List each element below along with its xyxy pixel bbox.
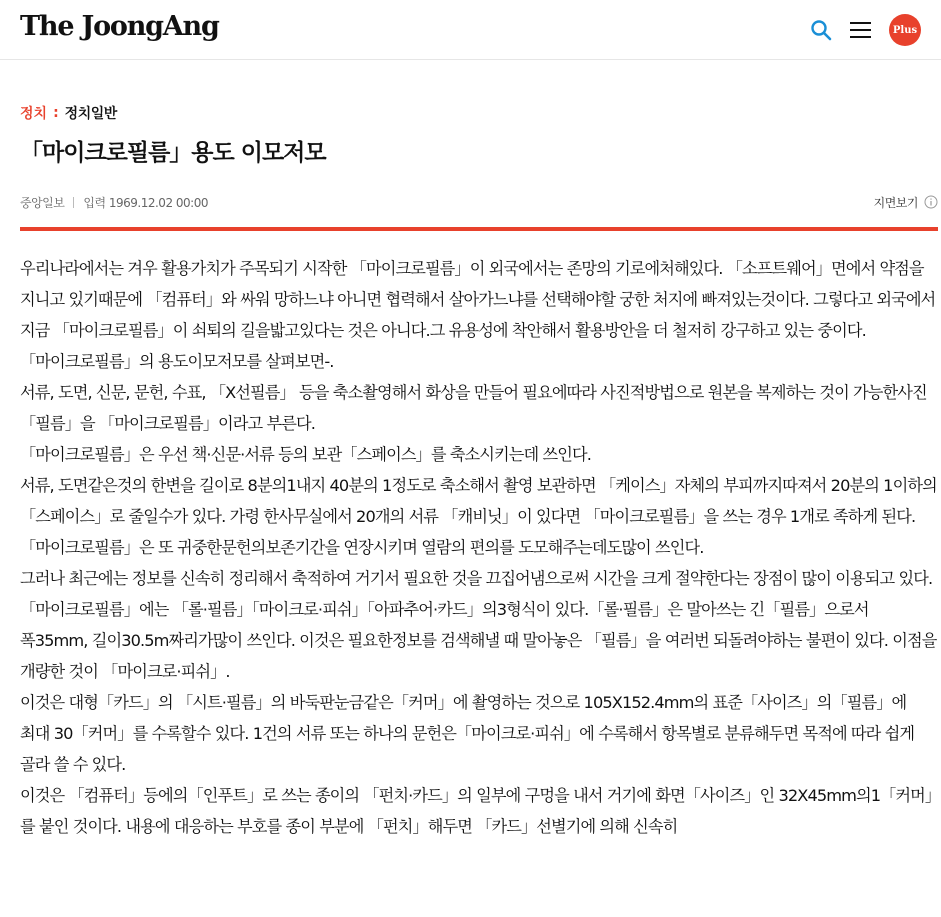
print-view-label: 지면보기: [873, 195, 918, 210]
article-paragraph: 이것은 대형「카드」의 「시트·필름」의 바둑판눈금같은「커머」에 촬영하는 것으로 105X152.4mm의 표준「사이즈」의「필름」에 최대 30「커머」를 수록할수 있다. 1건의 서류 또는 하나의 문헌은「마이크로·피쉬」에 수록해서 항목별로 분류해두면 목적에 따라 쉽게 골라 쓸 수 있다.: [20, 693, 915, 774]
article-title: 「마이크로필름」용도 이모저모: [20, 140, 326, 166]
article-body: [20, 253, 938, 842]
article-paragraph: 이것은 「컴퓨터」등에의「인푸트」로 쓰는 종이의 「펀치·카드」의 일부에 구멍을 내서 거기에 화면「사이즈」인 32X45mm의1「커머」를 붙인 것이다. 내용에 대응하는 부호를 종이 부분에 「펀치」해두면 「카드」선별기에 의해 신속히: [20, 786, 933, 836]
plus-button[interactable]: Plus: [889, 14, 921, 46]
menu-button[interactable]: [849, 18, 873, 42]
article-paragraph: 서류, 도면같은것의 한변을 길이로 8분의1내지 40분의 1정도로 축소해서 촬영 보관하면 「케이스」자체의 부피까지따져서 20분의 1이하의 「스페이스」로 줄일수가 있다. 가령 한사무실에서 20개의 서류 「캐비닛」이 있다면 「마이크로필름」을 쓰는 경우 1개로 족하게 된다. 「마이크로필름」은 또 귀중한문헌의보존기간을 연장시키며 열람의 편의를 도모해주는데도많이 쓰인다.: [20, 476, 937, 557]
breadcrumb-section[interactable]: 정치: [20, 106, 48, 122]
article-source: 중앙일보: [20, 195, 65, 210]
article-published-date: 입력 1969.12.02 00:00: [83, 195, 208, 210]
site-logo[interactable]: The JoongAng: [20, 11, 219, 42]
breadcrumb: [20, 103, 938, 123]
search-icon: [810, 19, 832, 41]
header-actions: [809, 14, 921, 46]
site-header: [0, 0, 941, 60]
article-meta: [20, 192, 938, 212]
article-paragraph: 「마이크로필름」은 우선 책·신문·서류 등의 보관「스페이스」를 축소시키는데 쓰인다.: [20, 445, 591, 464]
breadcrumb-subsection[interactable]: 정치일반: [64, 106, 117, 122]
article-paragraph: 서류, 도면, 신문, 문헌, 수표, 「X선필름」 등을 축소촬영해서 화상을 만들어 필요에따라 사진적방법으로 원본을 복제하는 것이 가능한사진「필름」을 「마이크로필름」이라고 부른다.: [20, 383, 927, 433]
article-paragraph: 「마이크로필름」에는 「롤·필름」「마이크로·피쉬」「아파추어·카드」의3형식이 있다.「롤·필름」은 말아쓰는 긴「필름」으로서 폭35mm, 길이30.5m짜리가많이 쓰인다. 이것은 필요한정보를 검색해낼 때 말아놓은 「필름」을 여러번 되돌려야하는 불편이 있다. 이점을 개량한 것이 「마이크로·피쉬」.: [20, 600, 937, 681]
article-paragraph: 우리나라에서는 겨우 활용가치가 주목되기 시작한 「마이크로필름」이 외국에서는 존망의 기로에처해있다. 「소프트웨어」면에서 약점을 지니고 있기때문에 「컴퓨터」와 싸워 망하느냐 아니면 협력해서 살아가느냐를 선택해야할 궁한 처지에 빠져있는것이다. 그렇다고 외국에서 지금 「마이크로필름」이 쇠퇴의 길을밟고있다는 것은 아니다.그 유용성에 착안해서 활용방안을 더 철저히 강구하고 있는 중이다. 「마이크로필름」의 용도이모저모를 살펴보면-.: [20, 259, 936, 371]
search-button[interactable]: [809, 18, 833, 42]
menu-icon: [850, 21, 872, 39]
meta-divider: [73, 197, 74, 208]
article-container: [0, 103, 938, 842]
article-paragraph: 그러나 최근에는 정보를 신속히 정리해서 축적하여 거기서 필요한 것을 끄집어냄으로써 시간을 크게 절약한다는 장점이 많이 이용되고 있다.: [20, 569, 933, 588]
print-view-button[interactable]: [874, 192, 938, 212]
breadcrumb-separator: :: [53, 105, 59, 121]
title-divider: [20, 227, 938, 231]
info-icon: [924, 195, 938, 209]
